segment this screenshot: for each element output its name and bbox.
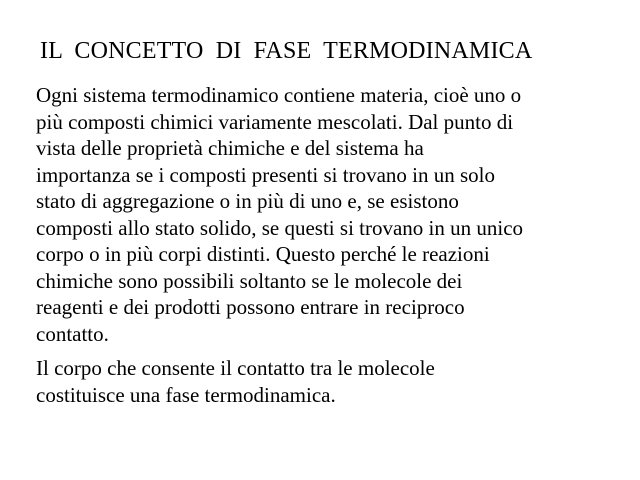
paragraph-1-line: corpo o in più corpi distinti. Questo perché le reazioni	[36, 242, 490, 266]
paragraph-spacer	[36, 347, 606, 355]
paragraph-1-line: importanza se i composti presenti si trovano in un solo	[36, 162, 496, 187]
paragraph-2	[36, 355, 606, 408]
paragraph-1-line: Ogni sistema termodinamico contiene materia, cioè uno o	[36, 83, 522, 107]
paragraph-1-line: vista delle proprietà chimiche e del sistema ha	[36, 136, 424, 160]
paragraph-1-line: più composti chimici variamente mescolati. Dal punto di	[36, 109, 514, 134]
paragraph-1-line: stato di aggregazione o in più di uno e, se esistono	[36, 189, 459, 213]
paragraph-1-line: composti allo stato solido, se questi si trovano in un unico	[36, 215, 524, 240]
paragraph-1-line: contatto.	[36, 321, 109, 346]
paragraph-2-line: Il corpo che consente il contatto tra le molecole	[36, 356, 435, 380]
paragraph-1-line: chimiche sono possibili soltanto se le molecole dei	[36, 268, 463, 293]
slide-title: IL CONCETTO DI FASE TERMODINAMICA	[40, 38, 533, 64]
paragraph-1-line: reagenti e dei prodotti possono entrare in reciproco	[36, 295, 465, 319]
paragraph-1	[36, 82, 606, 347]
slide-body	[36, 82, 606, 408]
paragraph-2-line: costituisce una fase termodinamica.	[36, 382, 336, 407]
